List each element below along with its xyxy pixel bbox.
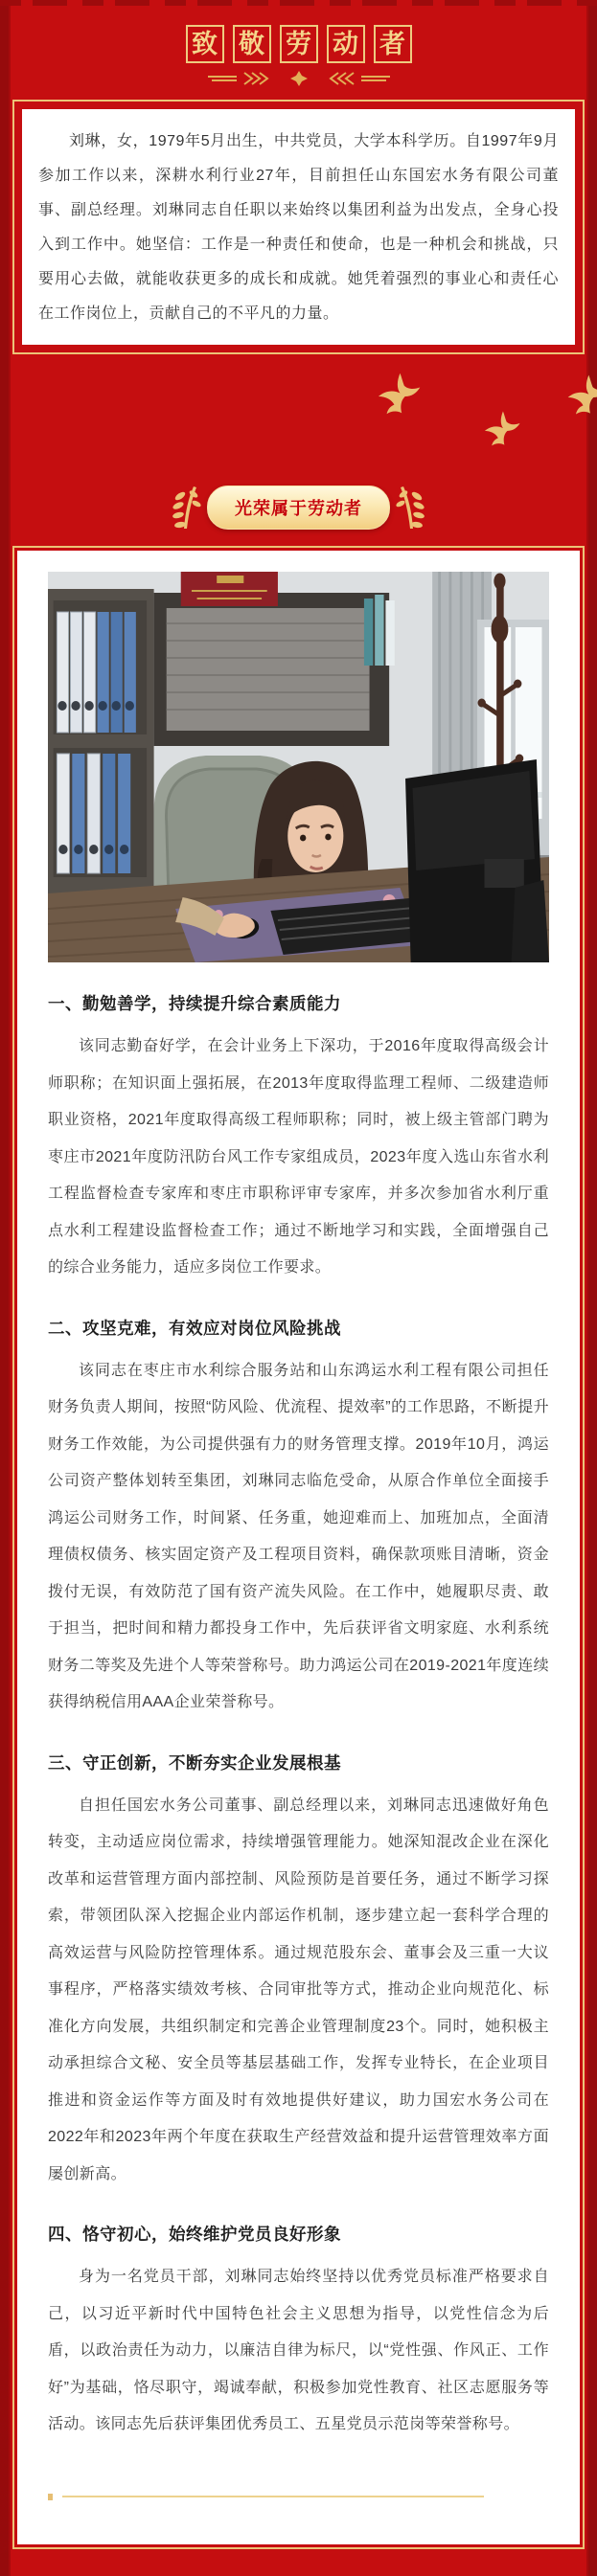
section-body-2: 该同志在枣庄市水利综合服务站和山东鸿运水利工程有限公司担任财务负责人期间，按照“防风险、优流程、提效率”的工作思路，不断提升财务工作效能，为公司提供强有力的财务管理支撑。2019年10月，鸿运公司资产整体划转至集团，刘琳同志临危受命，从原合作单位全面接手鸿运公司财务工作，时间紧、任务重，她迎难而上、加班加点，全面清理债权债务、核实固定资产及工程项目资料，确保款项账目清晰，资金拨付无误，有效防范了国有资产流失风险。在工作中，她履职尽责、敢于担当，把时间和精力都投身工作中，先后获评省文明家庭、水利系统财务二等奖及先进个人等荣誉称号。助力鸿运公司在2019-2021年度连续获得纳税信用AAA企业荣誉称号。 <box>48 1362 549 1710</box>
footer-divider <box>48 2494 549 2500</box>
title-char-box: 敬 <box>233 25 271 63</box>
page-title <box>0 25 597 63</box>
dove-icon <box>479 410 521 452</box>
doves-band <box>0 354 597 477</box>
title-char-box: 劳 <box>280 25 318 63</box>
wheat-left-icon <box>171 483 203 532</box>
section-body-4: 身为一名党员干部，刘琳同志始终坚持以优秀党员标准严格要求自己，以习近平新时代中国特色社会主义思想为指导，以党性信念为后盾，以政治责任为动力，以廉洁自律为标尺，以“党性强、作风正、工作好”为基础，恪尽职守，竭诚奉献，积极参加党性教育、社区志愿服务等活动。该同志先后获评集团优秀员工、五星党员示范岗等荣誉称号。 <box>48 2269 549 2432</box>
intro-card <box>12 100 585 354</box>
divider-line <box>62 2496 484 2497</box>
badge-label: 光荣属于劳动者 <box>207 486 390 530</box>
section-heading-1: 一、勤勉善学，持续提升综合素质能力 <box>48 994 341 1013</box>
dove-icon <box>562 373 597 421</box>
title-char-box: 致 <box>186 25 224 63</box>
dove-icon <box>372 372 422 421</box>
section-heading-2: 二、攻坚克难，有效应对岗位风险挑战 <box>48 1318 341 1338</box>
office-photo-illustration <box>48 572 549 962</box>
article-card <box>12 546 585 2549</box>
title-char-box: 者 <box>374 25 412 63</box>
wheat-right-icon <box>394 483 426 532</box>
intro-card-inner <box>22 109 575 345</box>
section-heading-3: 三、守正创新，不断夯实企业发展根基 <box>48 1752 341 1773</box>
section-badge <box>0 483 597 532</box>
title-char-box: 动 <box>327 25 365 63</box>
section-heading-4: 四、恪守初心，始终维护党员良好形象 <box>48 2225 341 2244</box>
photo-liu-lin-office <box>48 572 549 962</box>
header-banner <box>0 6 597 90</box>
section-body-3: 自担任国宏水务公司董事、副总经理以来，刘琳同志迅速做好角色转变，主动适应岗位需求，持续增强管理能力。她深知混改企业在深化改革和运营管理方面内部控制、风险预防是首要任务，通过不断学习探索，带领团队深入挖掘企业内部运作机制，逐步建立起一套科学合理的高效运营与风险防控管理体系。通过规范股东会、董事会及三重一大议事程序，严格落实绩效考核、合同审批等方式，推动企业向规范化、标准化方向发展，共组织制定和完善企业管理制度23个。同时，她积极主动承担综合文秘、安全员等基层基础工作，发挥专业特长，在企业项目推进和资金运作等方面及时有效地提供好建议，助力国宏水务公司在2022年和2023年两个年度在获取生产经营效益和提升运营管理效率方面屡创新高。 <box>48 1796 549 2182</box>
divider-tick-icon <box>48 2494 53 2500</box>
article-card-inner <box>17 551 580 2544</box>
intro-paragraph: 刘琳，女，1979年5月出生，中共党员，大学本科学历。自1997年9月参加工作以来，深耕水利行业27年，目前担任山东国宏水务有限公司董事、副总经理。刘琳同志自任职以来始终以集团利益为出发点，全身心投入到工作中。她坚信：工作是一种责任和使命，也是一种机会和挑战，只要用心去做，就能收获更多的成长和成就。她凭着强烈的事业心和责任心在工作岗位上，贡献自己的不平凡的力量。 <box>38 133 559 322</box>
header-ornament-icon <box>208 71 390 86</box>
section-body-1: 该同志勤奋好学，在会计业务上下深功，于2016年度取得高级会计师职称；在知识面上强拓展，在2013年度取得监理工程师、二级建造师职业资格，2021年度取得高级工程师职称；同时，被上级主管部门聘为枣庄市2021年度防汛防台风工作专家组成员，2023年度入选山东省水利工程监督检查专家库和枣庄市职称评审专家库，并多次参加省水利厅重点水利工程建设监督检查工作；通过不断地学习和实践，全面增强自己的综合业务能力，适应多岗位工作要求。 <box>48 1038 549 1276</box>
